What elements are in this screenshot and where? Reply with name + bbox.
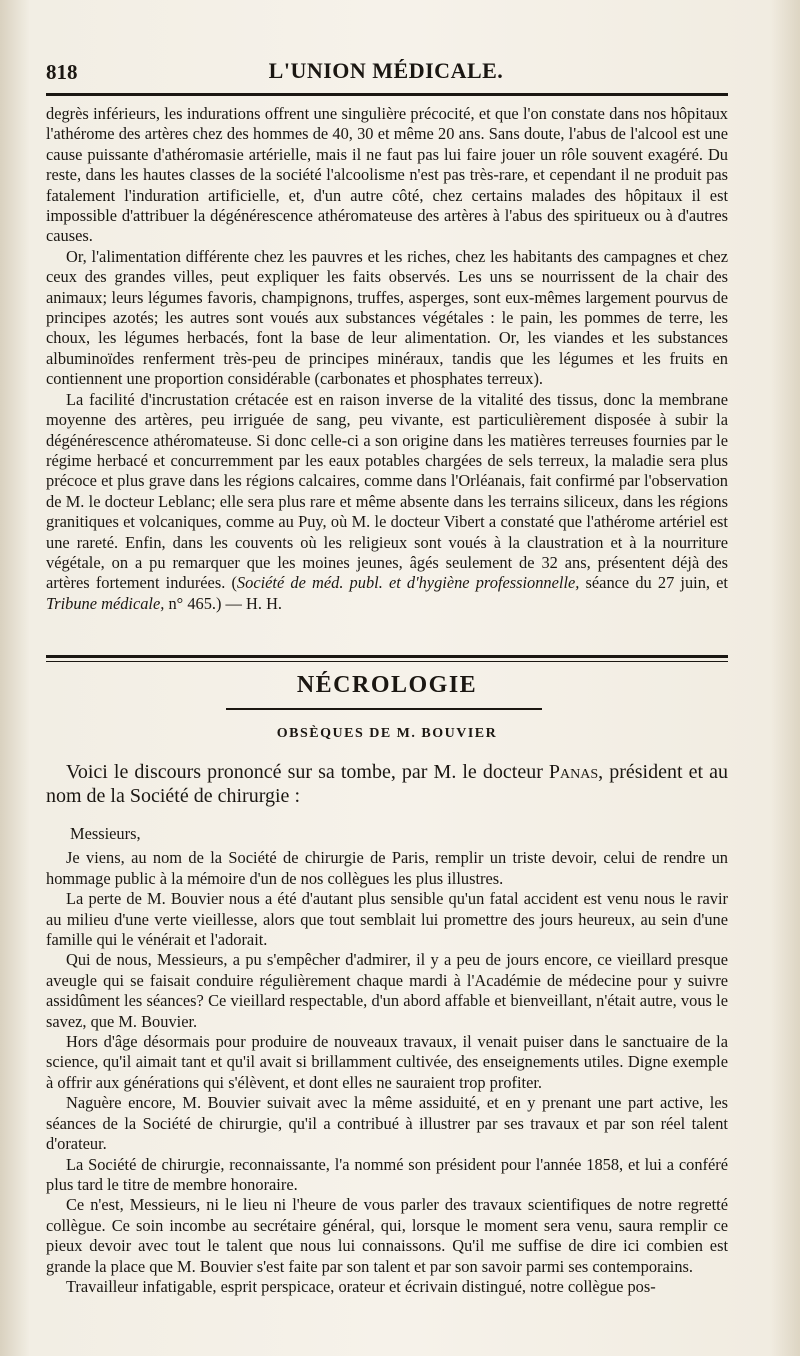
article-paragraph: degrès inférieurs, les indurations offrent une singulière précocité, et que l'on constate dans nos hôpitaux l'athérome des artères chez des hommes de 40, 30 et même 20 ans. Sans doute, l'abus de l'alcool est une cause puissante d'athéromasie artérielle, mais il ne faut pas lui faire jouer un rôle souvent exagéré. Du reste, dans les hautes classes de la société l'alcoolisme n'est pas très-rare, et cependant il ne produit pas fatalement l'induration artificielle, et, d'un autre côté, chez certains malades des hôpitaux il est impossible d'attribuer la dégénérescence athéromateuse des artères à l'abus des spiritueux ou à d'autres causes.	[46, 104, 728, 246]
speech-salutation: Messieurs,	[70, 824, 141, 843]
article-paragraph: La facilité d'incrustation crétacée est en raison inverse de la vitalité des tissus, donc la membrane moyenne des artères, peu irriguée de sang, peu vivante, est particulièrement disposée à subir la dégénérescence athéromateuse. Si donc celle-ci a son origine dans les matières terreuses fournies par le régime herbacé et concurremment par les eaux potables chargées de sels terreux, la maladie sera plus précoce et plus grave dans les régions calcaires, comme dans l'Orléanais, fait confirmé par l'observation de M. le docteur Leblanc; elle sera plus rare et même absente dans les terrains siliceux, dans les régions granitiques et volcaniques, comme au Puy, où M. le docteur Vibert a constaté que l'athérome artériel est une rareté. Enfin, dans les couvents où les religieux sont voués à la claustration et à la nourriture végétale, on a pu remarquer que les moines jeunes, âgés seulement de 32 ans, présentent déjà des artères fortement indurées. (Société de méd. publ. et d'hygiène professionnelle, séance du 27 juin, et Tribune médicale, n° 465.) — H. H.	[46, 389, 728, 613]
page-header	[46, 58, 726, 88]
obituary-intro	[46, 760, 728, 808]
article-paragraph: Or, l'alimentation différente chez les pauvres et les riches, chez les habitants des campagnes et chez ceux des grandes villes, peut expliquer les faits observés. Les uns se nourrissent de la chair des animaux; leurs légumes favoris, champignons, truffes, asperges, sont eux-mêmes largement pourvus de principes azotés; les autres sont voués aux substances végétales : le pain, les pommes de terre, les choux, les légumes herbacés, font la base de leur alimentation. Or, les viandes et les substances albuminoïdes renferment très-peu de principes minéraux, tandis que les légumes et les fruits en contiennent une proportion considérable (carbonates et phosphates terreux).	[46, 246, 728, 389]
intro-text: Voici le discours prononcé sur sa tombe, par M. le docteur	[66, 761, 549, 783]
citation-session: séance du 27 juin, et	[579, 573, 728, 593]
speech-paragraph: La Société de chirurgie, reconnaissante, l'a nommé son président pour l'année 1858, et lui a conféré plus tard le titre de membre honoraire.	[46, 1154, 728, 1194]
page-number: 818	[46, 60, 78, 84]
article-body	[46, 104, 728, 614]
speech-paragraph: Je viens, au nom de la Société de chirurgie de Paris, remplir un triste devoir, celui de rendre un hommage public à la mémoire d'un de nos collègues les plus illustres.	[46, 848, 728, 888]
citation-journal: Tribune médicale,	[46, 593, 165, 613]
header-rule	[46, 93, 728, 96]
section-divider-rule	[46, 655, 728, 658]
necrologie-title: NÉCROLOGIE	[296, 672, 478, 698]
intro-paragraph	[46, 760, 728, 808]
speech-paragraph: Travailleur infatigable, esprit perspicace, orateur et écrivain distingué, notre collègue pos-	[66, 1276, 656, 1296]
speech-paragraph: Ce n'est, Messieurs, ni le lieu ni l'heure de vous parler des travaux scientifiques de notre regretté collègue. Ce soin incombe au secrétaire général, qui, lorsque le moment sera venu, saura remplir ce pieux devoir avec tout le talent que nous lui connaissons. Qu'il me suffise de dire ici combien est grande la place que M. Bouvier s'est faite par son talent et par son savoir parmi ses contemporains.	[46, 1195, 728, 1276]
section-divider-rule-thin	[46, 661, 728, 662]
speech-paragraph: La perte de M. Bouvier nous a été d'autant plus sensible qu'un fatal accident est venu nous le ravir au milieu d'une verte vieillesse, alors que tout semblait lui promettre des jours heureux, au sein d'une famille qui le vénérait et l'adorait.	[46, 889, 728, 950]
citation-society: Société de méd. publ. et d'hygiène professionnelle,	[236, 573, 580, 593]
speaker-name: Panas	[548, 761, 599, 783]
citation-signature: n° 465.) — H. H.	[164, 593, 283, 613]
article-paragraph-text: La facilité d'incrustation crétacée est en raison inverse de la vitalité des tissus, donc la membrane moyenne des artères, peu irriguée de sang, peu vivante, est particulièrement disposée à subir la dégénérescence athéromateuse. Si donc celle-ci a son origine dans les matières terreuses fournies par le régime herbacé et concurremment par les eaux potables chargées de sels terreux, la maladie sera plus précoce et plus grave dans les régions calcaires, comme dans l'Orléanais, fait confirmé par l'observation de M. le docteur Leblanc; elle sera plus rare et même absente dans les terrains siliceux, dans les régions granitiques et volcaniques, comme au Puy, où M. le docteur Vibert a constaté que l'athérome artériel est une rareté. Enfin, dans les couvents où les religieux sont voués à la claustration et à la nourriture végétale, on a pu remarquer que les moines jeunes, âgés seulement de 32 ans, présentent déjà des artères fortement indurées.	[46, 389, 728, 593]
obseques-subtitle: OBSÈQUES DE M. BOUVIER	[276, 726, 498, 741]
speech-paragraph: Qui de nous, Messieurs, a pu s'empêcher d'admirer, il y a peu de jours encore, ce vieillard presque aveugle qui se faisait conduire régulièrement chaque mardi à l'Académie de médecine pour y suivre assidûment les séances? Ce vieillard respectable, d'un abord affable et bienveillant, n'était autre, vous le savez, que M. Bouvier.	[46, 950, 728, 1031]
speech-paragraph: Hors d'âge désormais pour produire de nouveaux travaux, il venait puiser dans le sanctuaire de la science, qu'il aimait tant et qu'il avait si brillamment cultivée, des enseignements utiles. Digne exemple à offrir aux générations qui s'élèvent, et dont elles ne sauraient trop profiter.	[46, 1032, 728, 1092]
speech-paragraph: Naguère encore, M. Bouvier suivait avec la même assiduité, et en y prenant une part active, les séances de la Société de chirurgie, qu'il a contribué à illustrer par ses travaux et par son réel talent d'orateur.	[46, 1093, 728, 1154]
speech-body	[46, 820, 728, 1297]
intro-text-end: , président et au nom de la Société de chirurgie :	[46, 761, 728, 807]
journal-title: L'UNION MÉDICALE.	[268, 58, 504, 83]
necrologie-underline	[226, 708, 542, 710]
